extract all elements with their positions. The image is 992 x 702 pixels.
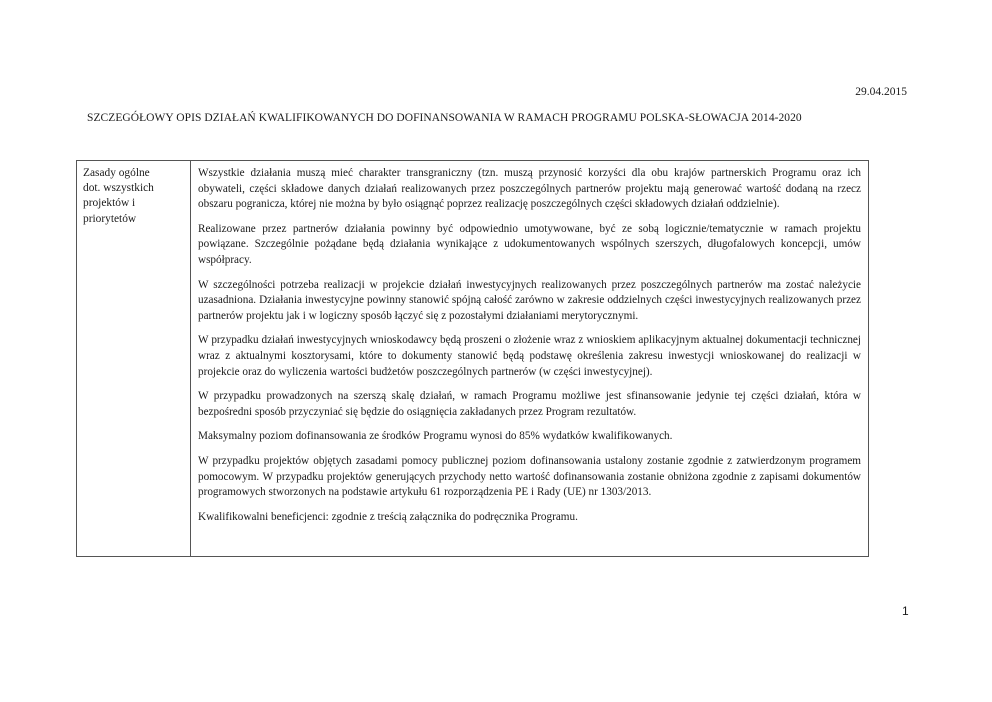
paragraph-8: Kwalifikowalni beneficjenci: zgodnie z treścią załącznika do podręcznika Programu. xyxy=(198,510,578,523)
left-label-cell xyxy=(77,161,191,557)
content-table xyxy=(76,160,869,557)
document-title: SZCZEGÓŁOWY OPIS DZIAŁAŃ KWALIFIKOWANYCH DO DOFINANSOWANIA W RAMACH PROGRAMU POLSKA-SŁOWACJA 2014-2020 xyxy=(87,112,802,124)
paragraph-1: Wszystkie działania muszą mieć charakter transgraniczny (tzn. muszą przynosić korzyści dla obu krajów partnerskich Programu oraz ich obywateli, części składowe danych działań realizowanych przez poszczególnych partnerów projektu mają generować wartość dodaną na rzecz obszaru pogranicza, której nie można by było osiągnąć poprzez realizację poszczególnych części składowych działań oddzielnie). xyxy=(198,167,861,211)
left-label: Zasady ogólne dot. wszystkich projektów i priorytetów xyxy=(83,167,154,225)
paragraph-4: W przypadku działań inwestycyjnych wnioskodawcy będą proszeni o złożenie wraz z wnioskiem aplikacyjnym aktualnej dokumentacji technicznej wraz z aktualnymi kosztorysami, które to dokumenty stanowić będą podstawę określenia zakresu inwestycji wnioskowanej do realizacji w projekcie oraz do wyliczenia wartości budżetów poszczególnych partnerów (w części inwestycyjnej). xyxy=(198,334,861,378)
paragraph-5: W przypadku prowadzonych na szerszą skalę działań, w ramach Programu możliwe jest sfinansowanie jedynie tej części działań, która w bezpośredni sposób przyczyniać się będzie do osiągnięcia zakładanych przez Program rezultatów. xyxy=(198,390,861,418)
page-number: 1 xyxy=(902,604,909,618)
paragraph-6: Maksymalny poziom dofinansowania ze środków Programu wynosi do 85% wydatków kwalifikowanych. xyxy=(198,430,673,443)
paragraph-2: Realizowane przez partnerów działania powinny być odpowiednio umotywowane, być ze sobą logicznie/tematycznie w ramach projektu powiązane. Szczególnie pożądane będą działania wynikające z udokumentowanych wspólnych szerszych, długofalowych koncepcji, umów współpracy. xyxy=(198,222,861,266)
table-row xyxy=(77,161,869,557)
paragraph-7: W przypadku projektów objętych zasadami pomocy publicznej poziom dofinansowania ustalony zostanie zgodnie z zatwierdzonym programem pomocowym. W przypadku projektów generujących przychody netto wartość dofinansowania zostanie obniżona zgodnie z zapisami dokumentów programowych stworzonych na podstawie artykułu 61 rozporządzenia PE i Rady (UE) nr 1303/2013. xyxy=(198,454,861,499)
paragraph-3: W szczególności potrzeba realizacji w projekcie działań inwestycyjnych realizowanych przez poszczególnych partnerów ma zostać należycie uzasadniona. Działania inwestycyjne powinny stanowić spójną całość zarówno w zakresie oddzielnych części inwestycyjnych realizowanych przez partnerów projektu jak i w logiczny sposób łączyć się z pozostałymi działaniami merytorycznymi. xyxy=(198,278,861,322)
paragraphs-cell xyxy=(191,161,869,557)
document-date: 29.04.2015 xyxy=(855,86,907,98)
